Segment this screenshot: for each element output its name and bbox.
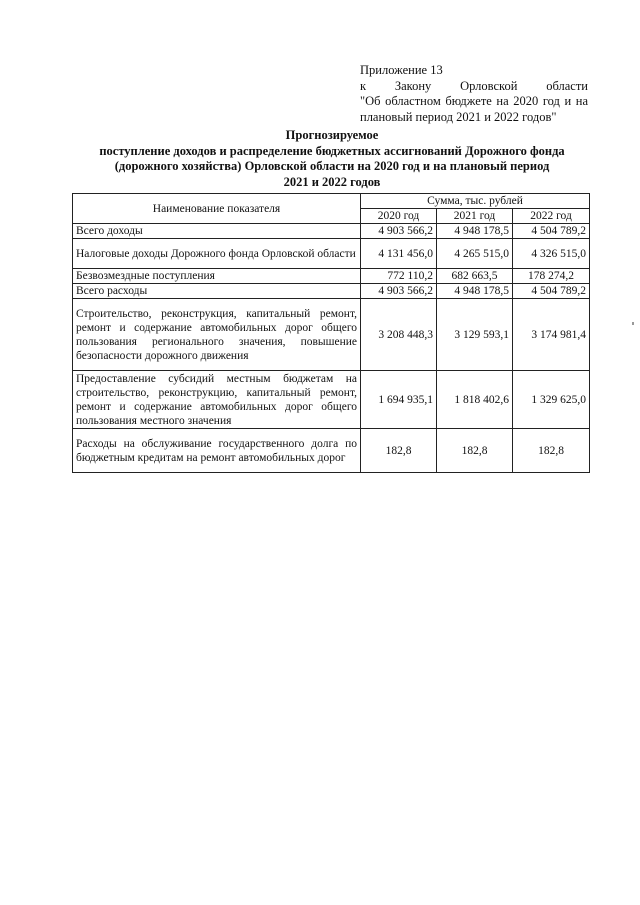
value-2021: 4 265 515,0 <box>437 239 513 269</box>
scan-mark <box>632 322 634 325</box>
value-2021: 1 818 402,6 <box>437 371 513 429</box>
row-name: Предоставление субсидий местным бюджетам на строительство, реконструкцию, капитальный ремонт, ремонт и содержание автомобильных дорог общего пользования местного значения <box>73 371 361 429</box>
row-name: Расходы на обслуживание государственного долга по бюджетным кредитам на ремонт автомобильных дорог <box>73 429 361 473</box>
value-2020: 1 694 935,1 <box>361 371 437 429</box>
row-name: Безвозмездные поступления <box>73 269 361 284</box>
table-row <box>73 239 590 269</box>
value-2020: 4 131 456,0 <box>361 239 437 269</box>
value-2022: 1 329 625,0 <box>513 371 590 429</box>
value-2022: 182,8 <box>513 429 590 473</box>
value-2020: 182,8 <box>361 429 437 473</box>
row-name: Всего расходы <box>73 284 361 299</box>
table-row <box>73 371 590 429</box>
value-2021: 4 948 178,5 <box>437 224 513 239</box>
value-2020: 4 903 566,2 <box>361 224 437 239</box>
row-name: Всего доходы <box>73 224 361 239</box>
value-2022: 4 504 789,2 <box>513 224 590 239</box>
value-2022: 3 174 981,4 <box>513 299 590 371</box>
value-2021: 3 129 593,1 <box>437 299 513 371</box>
table-row <box>73 429 590 473</box>
value-2021: 182,8 <box>437 429 513 473</box>
value-2021: 682 663,5 <box>437 269 513 284</box>
title-line-2: поступление доходов и распределение бюджетных ассигнований Дорожного фонда <box>99 143 565 158</box>
header-year-2022: 2022 год <box>513 209 590 224</box>
header-name: Наименование показателя <box>73 194 361 224</box>
title-line-4: 2021 и 2022 годов <box>283 174 381 189</box>
appendix-line-1: Приложение 13 <box>360 63 443 77</box>
value-2022: 4 326 515,0 <box>513 239 590 269</box>
table-row <box>73 299 590 371</box>
value-2020: 3 208 448,3 <box>361 299 437 371</box>
value-2022: 178 274,2 <box>513 269 590 284</box>
value-2021: 4 948 178,5 <box>437 284 513 299</box>
title-line-3: (дорожного хозяйства) Орловской области на 2020 год и на плановый период <box>114 159 550 173</box>
budget-table <box>72 193 590 473</box>
row-name: Строительство, реконструкция, капитальный ремонт, ремонт и содержание автомобильных дорог общего пользования регионального значения, повышение безопасности дорожного движения <box>73 299 361 371</box>
header-sum: Сумма, тыс. рублей <box>361 194 590 209</box>
appendix-line-2: к Закону Орловской области <box>360 78 588 93</box>
table-row <box>73 269 590 284</box>
value-2022: 4 504 789,2 <box>513 284 590 299</box>
value-2020: 4 903 566,2 <box>361 284 437 299</box>
appendix-line-3: "Об областном бюджете на 2020 год и на <box>360 94 588 108</box>
value-2020: 772 110,2 <box>361 269 437 284</box>
header-year-2020: 2020 год <box>361 209 437 224</box>
row-name: Налоговые доходы Дорожного фонда Орловской области <box>73 239 361 269</box>
table-row <box>73 284 590 299</box>
document-title <box>76 128 588 190</box>
appendix-note <box>360 63 588 125</box>
header-year-2021: 2021 год <box>437 209 513 224</box>
table-row <box>73 224 590 239</box>
appendix-line-4: плановый период 2021 и 2022 годов" <box>360 109 557 124</box>
title-line-1: Прогнозируемое <box>285 128 379 142</box>
